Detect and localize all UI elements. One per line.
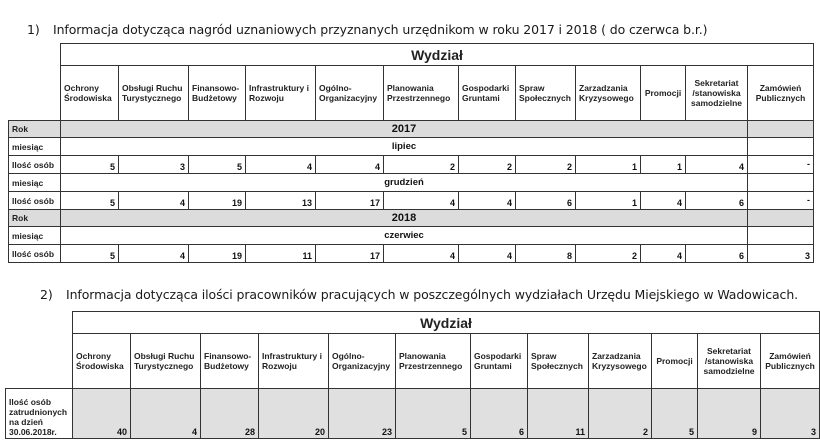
section2-number: 2) [40, 287, 53, 302]
row-label-month: miesiąc [9, 138, 61, 156]
cell: 6 [471, 389, 528, 439]
dept-header: Ochrony Środowiska [61, 66, 119, 121]
cell: 11 [246, 245, 316, 263]
cell: 40 [73, 389, 131, 439]
month-value: lipiec [61, 138, 748, 156]
cell: 4 [384, 192, 459, 210]
table-row [9, 156, 814, 174]
dept-header: Zamówień Publicznych [748, 66, 814, 121]
dept-header: Promocji [652, 334, 698, 389]
cell: 5 [61, 245, 119, 263]
cell: 1 [576, 192, 641, 210]
cell: 28 [201, 389, 259, 439]
row-label-month: miesiąc [9, 174, 61, 192]
cell: 5 [61, 192, 119, 210]
cell: 5 [652, 389, 698, 439]
cell: 17 [316, 192, 384, 210]
cell: 4 [384, 245, 459, 263]
cell: 2 [589, 389, 652, 439]
year-value: 2018 [61, 210, 748, 227]
cell: 2 [459, 156, 516, 174]
dept-header: Finansowo-Budżetowy [189, 66, 246, 121]
cell: 4 [641, 245, 686, 263]
cell: 23 [329, 389, 396, 439]
employees-table [5, 311, 820, 439]
dept-header: Infrastruktury i Rozwoju [259, 334, 329, 389]
row-label-count: Ilość osób [9, 156, 61, 174]
dept-header: Planowania Przestrzennego [396, 334, 471, 389]
cell: 13 [246, 192, 316, 210]
cell: 1 [576, 156, 641, 174]
cell: 4 [119, 245, 189, 263]
dept-header: Ochrony Środowiska [73, 334, 131, 389]
cell: - [748, 192, 814, 210]
dept-header: Sekretariat /stanowiska samodzielne [698, 334, 761, 389]
cell: 5 [189, 156, 246, 174]
dept-header: Obsługi Ruchu Turystycznego [131, 334, 201, 389]
cell: 3 [748, 245, 814, 263]
section1-number: 1) [27, 22, 40, 37]
cell: 4 [131, 389, 201, 439]
cell: 4 [459, 192, 516, 210]
cell: 1 [641, 156, 686, 174]
cell: 4 [246, 156, 316, 174]
dept-header: Sekretariat /stanowiska samodzielne [686, 66, 748, 121]
table1-title: Wydział [61, 44, 814, 66]
month-value: czerwiec [61, 227, 748, 245]
awards-table [8, 43, 814, 263]
section1-heading-text: Informacja dotycząca nagród uznaniowych przyznanych urzędnikom w roku 2017 i 2018 ( do czerwca b.r.) [53, 22, 708, 37]
department-header-row [6, 334, 820, 389]
year-value: 2017 [61, 121, 748, 138]
row-label-count: Ilość osób [9, 245, 61, 263]
cell: 6 [516, 192, 576, 210]
dept-header: Spraw Społecznych [516, 66, 576, 121]
month-row [9, 138, 814, 156]
cell: 4 [686, 156, 748, 174]
cell: 3 [761, 389, 820, 439]
dept-header: Zarzadzania Kryzysowego [589, 334, 652, 389]
cell: 9 [698, 389, 761, 439]
dept-header: Planowania Przestrzennego [384, 66, 459, 121]
cell: 4 [641, 192, 686, 210]
cell: 20 [259, 389, 329, 439]
cell: 5 [396, 389, 471, 439]
row-label-month: miesiąc [9, 227, 61, 245]
cell: 8 [516, 245, 576, 263]
section1-heading [27, 22, 707, 37]
cell: 2 [384, 156, 459, 174]
cell: 6 [686, 192, 748, 210]
dept-header: Ogólno-Organizacyjny [329, 334, 396, 389]
month-value: grudzień [61, 174, 748, 192]
dept-header: Zamówień Publicznych [761, 334, 820, 389]
year-row [9, 121, 814, 138]
cell: 11 [528, 389, 589, 439]
dept-header: Finansowo-Budżetowy [201, 334, 259, 389]
row-label-employees: Ilość osób zatrudnionych na dzień 30.06.2018r. [6, 389, 73, 439]
dept-header: Spraw Społecznych [528, 334, 589, 389]
month-row [9, 174, 814, 192]
row-label-count: Ilość osób [9, 192, 61, 210]
table-row [6, 389, 820, 439]
year-row [9, 210, 814, 227]
cell: 2 [576, 245, 641, 263]
row-label-year: Rok [9, 210, 61, 227]
dept-header: Infrastruktury i Rozwoju [246, 66, 316, 121]
section2-heading [40, 287, 798, 302]
section2-heading-text: Informacja dotycząca ilości pracowników pracujących w poszczególnych wydziałach Urzędu Miejskiego w Wadowicach. [66, 287, 799, 302]
cell: - [748, 156, 814, 174]
cell: 6 [686, 245, 748, 263]
cell: 2 [516, 156, 576, 174]
table-row [9, 245, 814, 263]
dept-header: Promocji [641, 66, 686, 121]
cell: 19 [189, 192, 246, 210]
cell: 4 [316, 156, 384, 174]
month-row [9, 227, 814, 245]
dept-header: Gospodarki Gruntami [459, 66, 516, 121]
table-row [9, 192, 814, 210]
dept-header: Gospodarki Gruntami [471, 334, 528, 389]
dept-header: Ogólno-Organizacyjny [316, 66, 384, 121]
dept-header: Zarzadzania Kryzysowego [576, 66, 641, 121]
dept-header: Obsługi Ruchu Turystycznego [119, 66, 189, 121]
empty-corner [9, 44, 61, 66]
cell: 4 [119, 192, 189, 210]
table2-title: Wydział [73, 312, 820, 334]
cell: 5 [61, 156, 119, 174]
department-header-row [9, 66, 814, 121]
row-label-year: Rok [9, 121, 61, 138]
cell: 3 [119, 156, 189, 174]
cell: 19 [189, 245, 246, 263]
cell: 4 [459, 245, 516, 263]
cell: 17 [316, 245, 384, 263]
